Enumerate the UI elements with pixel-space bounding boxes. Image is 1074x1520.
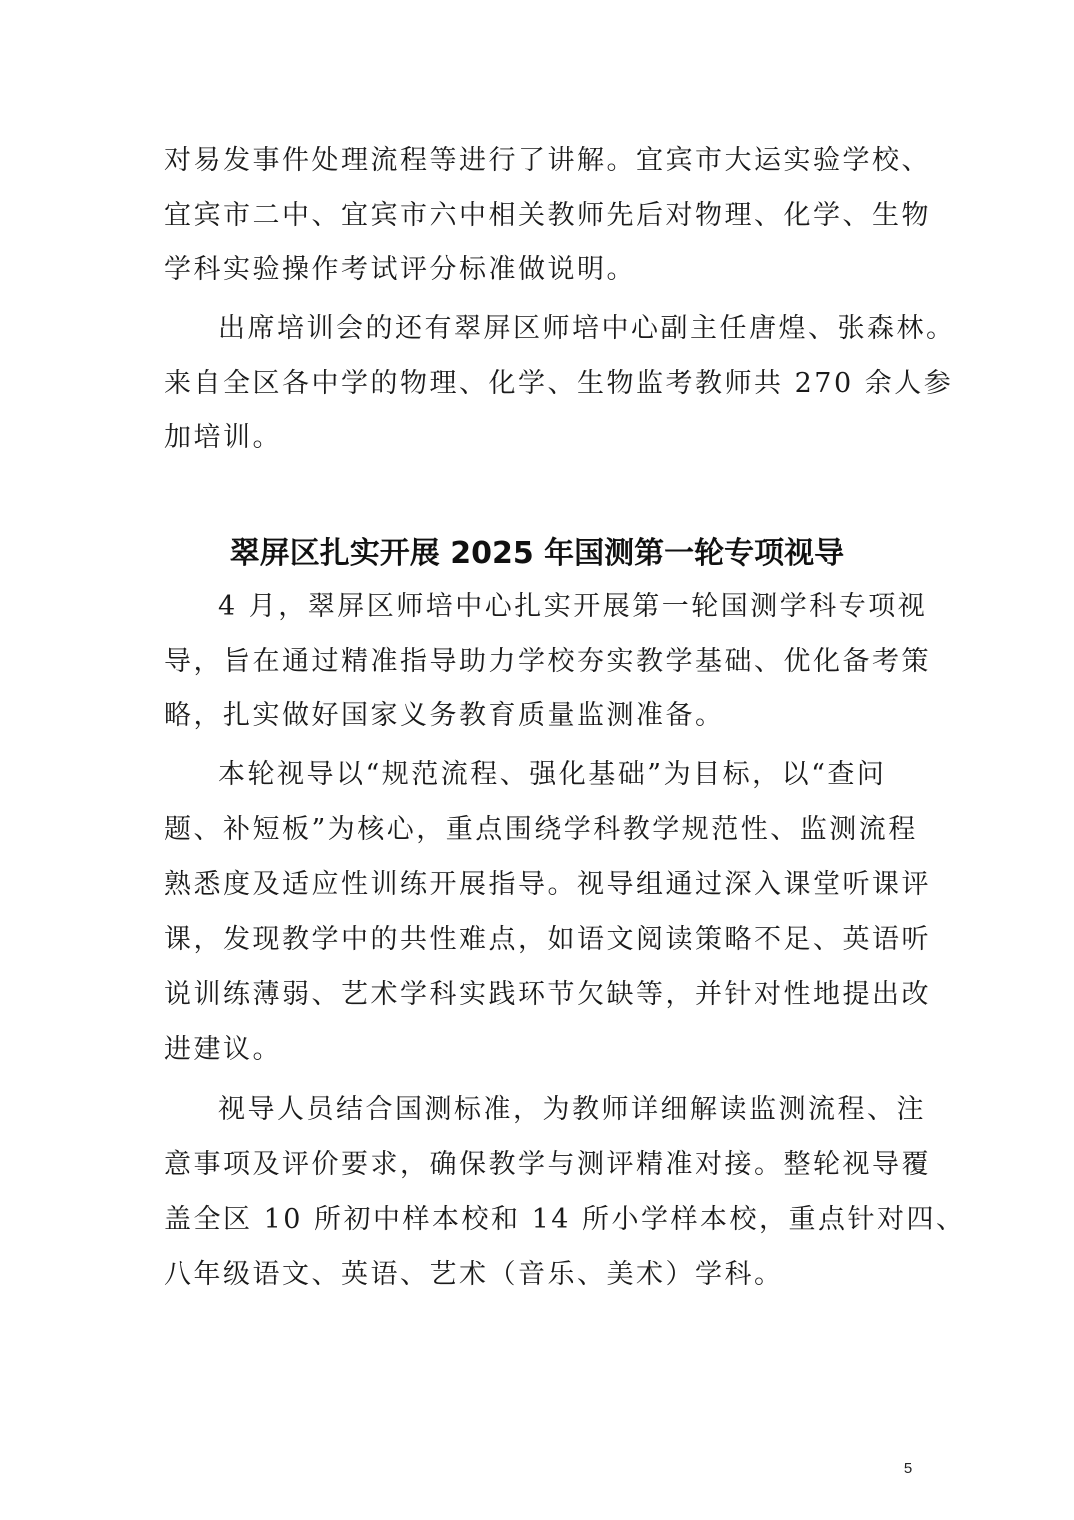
paragraph-line: 略，扎实做好国家义务教育质量监测准备。 [164,700,725,731]
paragraph-line: 课，发现教学中的共性难点，如语文阅读策略不足、英语听 [164,924,931,955]
paragraph-line: 来自全区各中学的物理、化学、生物监考教师共 270 余人参 [164,368,954,399]
paragraph-line: 八年级语文、英语、艺术（音乐、美术）学科。 [164,1259,784,1290]
paragraph-line: 进建议。 [164,1034,282,1065]
paragraph-line: 视导人员结合国测标准，为教师详细解读监测流程、注 [218,1094,926,1125]
paragraph-line: 意事项及评价要求，确保教学与测评精准对接。整轮视导覆 [164,1149,931,1180]
paragraph-line: 宜宾市二中、宜宾市六中相关教师先后对物理、化学、生物 [164,200,931,231]
paragraph-line: 4 月，翠屏区师培中心扎实开展第一轮国测学科专项视 [218,591,928,622]
paragraph-line: 对易发事件处理流程等进行了讲解。宜宾市大运实验学校、 [164,145,931,176]
article-title: 翠屏区扎实开展 2025 年国测第一轮专项视导 [229,536,845,571]
page-number: 5 [903,1460,913,1477]
paragraph-line: 本轮视导以“规范流程、强化基础”为目标，以“查问 [218,759,887,790]
paragraph-line: 熟悉度及适应性训练开展指导。视导组通过深入课堂听课评 [164,869,931,900]
paragraph-line: 导，旨在通过精准指导助力学校夯实教学基础、优化备考策 [164,646,931,677]
paragraph-line: 出席培训会的还有翠屏区师培中心副主任唐煌、张森林。 [218,313,956,344]
paragraph-line: 加培训。 [164,422,282,453]
paragraph-line: 说训练薄弱、艺术学科实践环节欠缺等，并针对性地提出改 [164,979,931,1010]
paragraph-line: 盖全区 10 所初中样本校和 14 所小学样本校，重点针对四、 [164,1204,966,1235]
paragraph-line: 学科实验操作考试评分标准做说明。 [164,254,636,285]
paragraph-line: 题、补短板”为核心，重点围绕学科教学规范性、监测流程 [164,814,918,845]
